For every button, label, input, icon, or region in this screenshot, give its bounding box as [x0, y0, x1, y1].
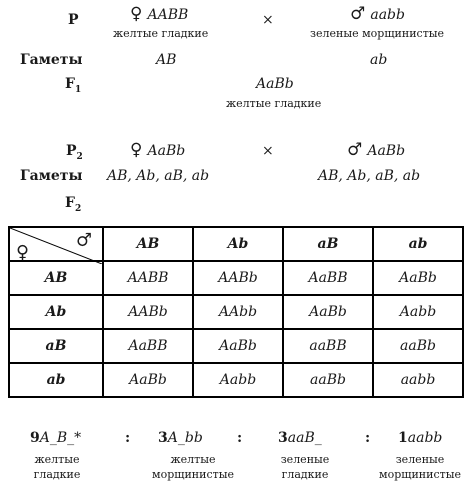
genotype-cell: AAbb	[193, 295, 283, 329]
male-genotype: aabb	[370, 7, 405, 23]
female-parent-2	[130, 140, 185, 160]
phenotype-label: желтые гладкие	[33, 453, 81, 481]
cross-symbol: ×	[262, 12, 274, 28]
cross-symbol-2: ×	[262, 143, 274, 159]
genotype-cell: Aabb	[193, 363, 283, 397]
ratio-separator: :	[237, 430, 243, 446]
f1-phenotype: желтые гладкие	[226, 97, 322, 110]
f1-label: $F_1$	[65, 76, 82, 95]
phenotype-label: зеленые морщинистые	[379, 453, 461, 481]
male-parent-2	[347, 140, 405, 160]
genotype-cell: aaBB	[283, 329, 373, 363]
punnett-header-row	[9, 227, 463, 261]
male-parent	[350, 4, 405, 24]
p2-label: $P_2$	[66, 143, 83, 162]
genotype-cell: aaBb	[283, 363, 373, 397]
ratio-item: 3A_bb	[158, 430, 203, 446]
gametes-label: Гаметы	[20, 52, 83, 68]
punnett-row	[9, 329, 463, 363]
female-phenotype: желтые гладкие	[113, 27, 209, 40]
female-gamete: AB	[156, 52, 177, 68]
male-genotype-2: AaBb	[367, 143, 406, 159]
row-header: Ab	[9, 295, 103, 329]
punnett-square	[8, 226, 464, 398]
col-header: Ab	[193, 227, 283, 261]
col-header: ab	[373, 227, 463, 261]
row-header: ab	[9, 363, 103, 397]
ratio-item: 1aabb	[398, 430, 443, 446]
genotype-cell: AaBb	[283, 295, 373, 329]
male-gametes-2: AB, Ab, aB, ab	[318, 168, 421, 184]
f1-genotype: AaBb	[256, 76, 294, 92]
genotype-cell: AABb	[193, 261, 283, 295]
phenotype-label: зеленые гладкие	[280, 453, 330, 481]
male-gamete: ab	[370, 52, 388, 68]
punnett-row	[9, 295, 463, 329]
phenotype-label: желтые морщинистые	[152, 453, 234, 481]
genotype-cell: AABB	[103, 261, 193, 295]
punnett-row	[9, 261, 463, 295]
female-parent	[130, 4, 188, 24]
genotype-cell: aabb	[373, 363, 463, 397]
genotype-cell: AaBB	[283, 261, 373, 295]
ratio-separator: :	[125, 430, 131, 446]
col-header: aB	[283, 227, 373, 261]
p-label: P	[68, 12, 79, 28]
female-symbol: ♀	[130, 4, 143, 24]
female-gametes-2: AB, Ab, aB, ab	[107, 168, 210, 184]
female-symbol-2: ♀	[130, 140, 143, 160]
ratio-item: 3aaB_	[278, 430, 322, 446]
genotype-cell: AaBb	[103, 363, 193, 397]
genotype-cell: AABb	[103, 295, 193, 329]
punnett-row	[9, 363, 463, 397]
genotype-cell: AaBB	[103, 329, 193, 363]
male-symbol: ♂	[350, 4, 366, 24]
gametes-label-2: Гаметы	[20, 168, 83, 184]
male-gametes-symbol: ♂	[75, 230, 92, 251]
genotype-cell: Aabb	[373, 295, 463, 329]
female-genotype-2: AaBb	[147, 143, 186, 159]
male-symbol-2: ♂	[347, 140, 363, 160]
col-header: AB	[103, 227, 193, 261]
genotype-cell: AaBb	[373, 261, 463, 295]
f2-label: $F_2$	[65, 195, 82, 214]
punnett-corner-cell	[9, 227, 103, 261]
female-genotype: AABB	[147, 7, 189, 23]
genotype-cell: AaBb	[193, 329, 283, 363]
row-header: AB	[9, 261, 103, 295]
female-gametes-symbol: ♀	[16, 242, 30, 263]
ratio-separator: :	[365, 430, 371, 446]
ratio-item: 9A_B_*	[30, 430, 82, 446]
genotype-cell: aaBb	[373, 329, 463, 363]
row-header: aB	[9, 329, 103, 363]
male-phenotype: зеленые морщинистые	[310, 27, 445, 40]
